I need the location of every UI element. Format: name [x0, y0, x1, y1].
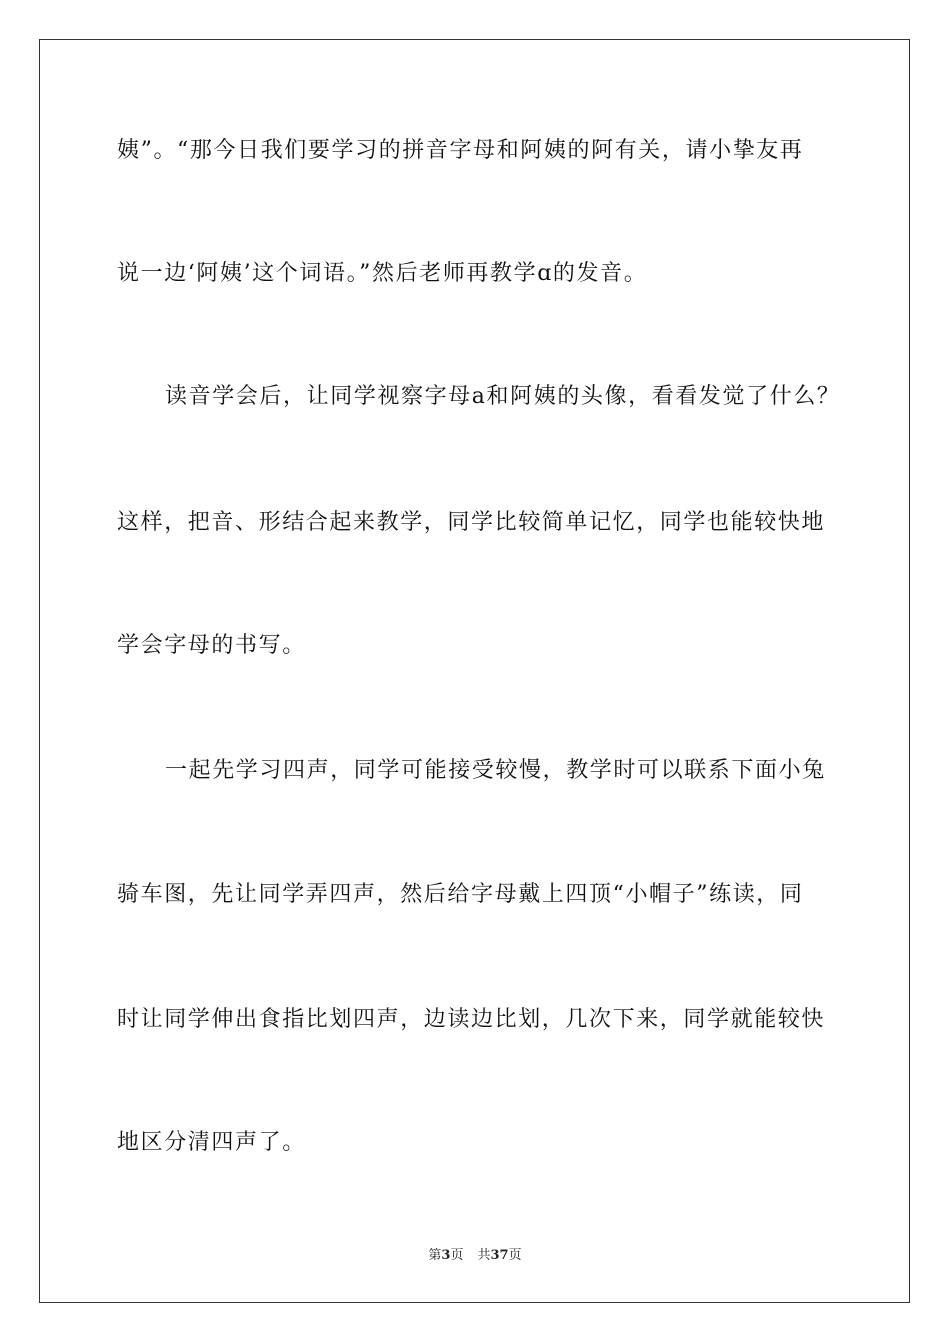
paragraph-line-5: 学会字母的书写。	[117, 633, 306, 658]
total-prefix: 共	[477, 1248, 491, 1263]
page-suffix: 页	[450, 1248, 464, 1263]
paragraph-line-1: 姨”。“那今日我们要学习的拼音字母和阿姨的阿有关，请小挚友再	[117, 138, 804, 163]
paragraph-line-4: 这样，把音、形结合起来教学，同学比较简单记忆，同学也能较快地	[117, 510, 826, 535]
paragraph-line-3: 读音学会后，让同学视察字母a和阿姨的头像，看看发觉了什么？	[165, 384, 841, 409]
paragraph-line-7: 骑车图，先让同学弄四声，然后给字母戴上四顶“小帽子”练读，同	[117, 882, 804, 907]
page-number: 3	[441, 1248, 451, 1263]
page-footer	[0, 1247, 950, 1265]
page-border	[39, 39, 910, 1303]
paragraph-line-9: 地区分清四声了。	[117, 1130, 306, 1155]
page-prefix: 第	[428, 1248, 442, 1263]
paragraph-line-2: 说一边‘阿姨’这个词语。”然后老师再教学ɑ的发音。	[117, 261, 648, 286]
total-pages: 37	[490, 1248, 509, 1263]
paragraph-line-6: 一起先学习四声，同学可能接受较慢，教学时可以联系下面小兔	[165, 758, 826, 783]
total-suffix: 页	[508, 1248, 522, 1263]
paragraph-line-8: 时让同学伸出食指比划四声，边读边比划，几次下来，同学就能较快	[117, 1007, 826, 1032]
